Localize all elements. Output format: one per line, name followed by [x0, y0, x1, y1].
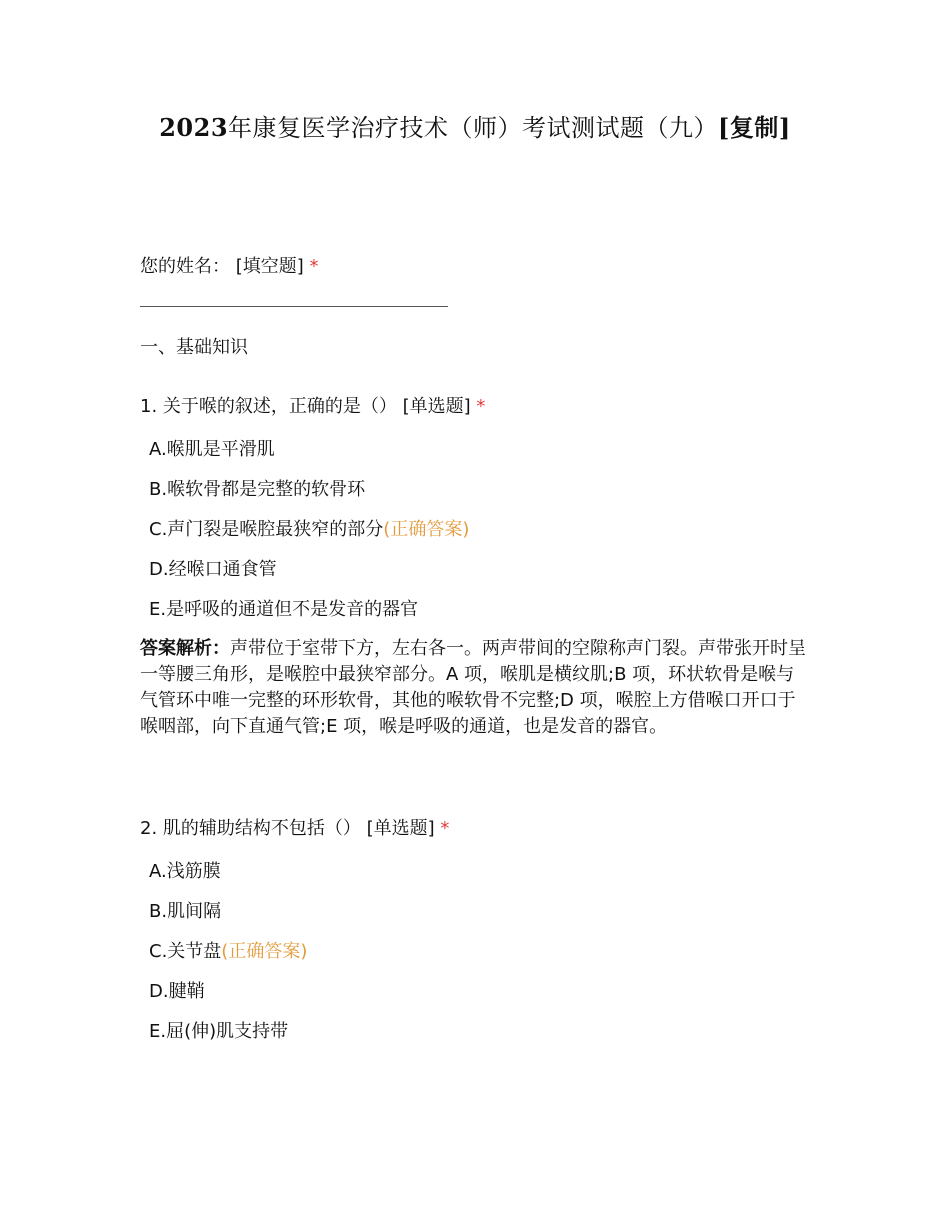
question-1-text: 1. 关于喉的叙述，正确的是（）: [140, 396, 397, 417]
option-label: A.喉肌是平滑肌: [149, 439, 275, 460]
option-label: D.腱鞘: [149, 981, 205, 1002]
question-2-text: 2. 肌的辅助结构不包括（）: [140, 818, 361, 839]
page-title: [0, 108, 950, 143]
question-2-option-d[interactable]: [149, 980, 829, 1020]
correct-answer-tag: (正确答案): [221, 941, 308, 962]
option-label: B.喉软骨都是完整的软骨环: [149, 479, 366, 500]
question-1-option-e[interactable]: [149, 598, 829, 638]
title-year: 2023: [159, 113, 229, 142]
question-1-analysis: [140, 636, 812, 740]
question-1-option-c[interactable]: [149, 518, 829, 558]
section-title: 一、基础知识: [140, 337, 248, 358]
name-question: [140, 252, 820, 278]
question-2-option-a[interactable]: [149, 860, 829, 900]
option-label: A.浅筋膜: [149, 861, 221, 882]
option-label: E.是呼吸的通道但不是发音的器官: [149, 599, 419, 620]
question-2-options: [149, 860, 829, 1060]
option-label: E.屈(伸)肌支持带: [149, 1021, 289, 1042]
question-1-type: [单选题]: [402, 396, 471, 417]
question-2-option-e[interactable]: [149, 1020, 829, 1060]
name-question-type: [填空题]: [235, 256, 304, 277]
question-1-options: [149, 438, 829, 638]
question-1-stem: [140, 392, 820, 418]
analysis-label: 答案解析：: [140, 638, 230, 659]
required-mark: *: [440, 818, 450, 839]
option-label: D.经喉口通食管: [149, 559, 277, 580]
option-label: B.肌间隔: [149, 901, 222, 922]
required-mark: *: [309, 256, 319, 277]
correct-answer-tag: (正确答案): [383, 519, 470, 540]
name-input-line[interactable]: [140, 306, 448, 307]
title-text: 年康复医学治疗技术（师）考试测试题（九）: [228, 114, 719, 142]
question-1-option-a[interactable]: [149, 438, 829, 478]
name-question-label: 您的姓名：: [140, 256, 230, 277]
option-label: C.声门裂是喉腔最狭窄的部分: [149, 519, 384, 540]
option-label: C.关节盘: [149, 941, 222, 962]
question-1-option-b[interactable]: [149, 478, 829, 518]
question-2-stem: [140, 814, 820, 840]
analysis-text: 声带位于室带下方，左右各一。两声带间的空隙称声门裂。声带张开时呈一等腰三角形，是喉腔中最狭窄部分。A 项，喉肌是横纹肌;B 项，环状软骨是喉与气管环中唯一完整的环形软骨，其他的喉软骨不完整;D 项，喉腔上方借喉口开口于喉咽部，向下直通气管;E 项，喉是呼吸的通道，也是发音的器官。: [140, 638, 806, 737]
question-2-option-b[interactable]: [149, 900, 829, 940]
title-suffix: [复制]: [718, 113, 791, 142]
question-2-option-c[interactable]: [149, 940, 829, 980]
question-2-type: [单选题]: [366, 818, 435, 839]
question-1-option-d[interactable]: [149, 558, 829, 598]
required-mark: *: [476, 396, 486, 417]
